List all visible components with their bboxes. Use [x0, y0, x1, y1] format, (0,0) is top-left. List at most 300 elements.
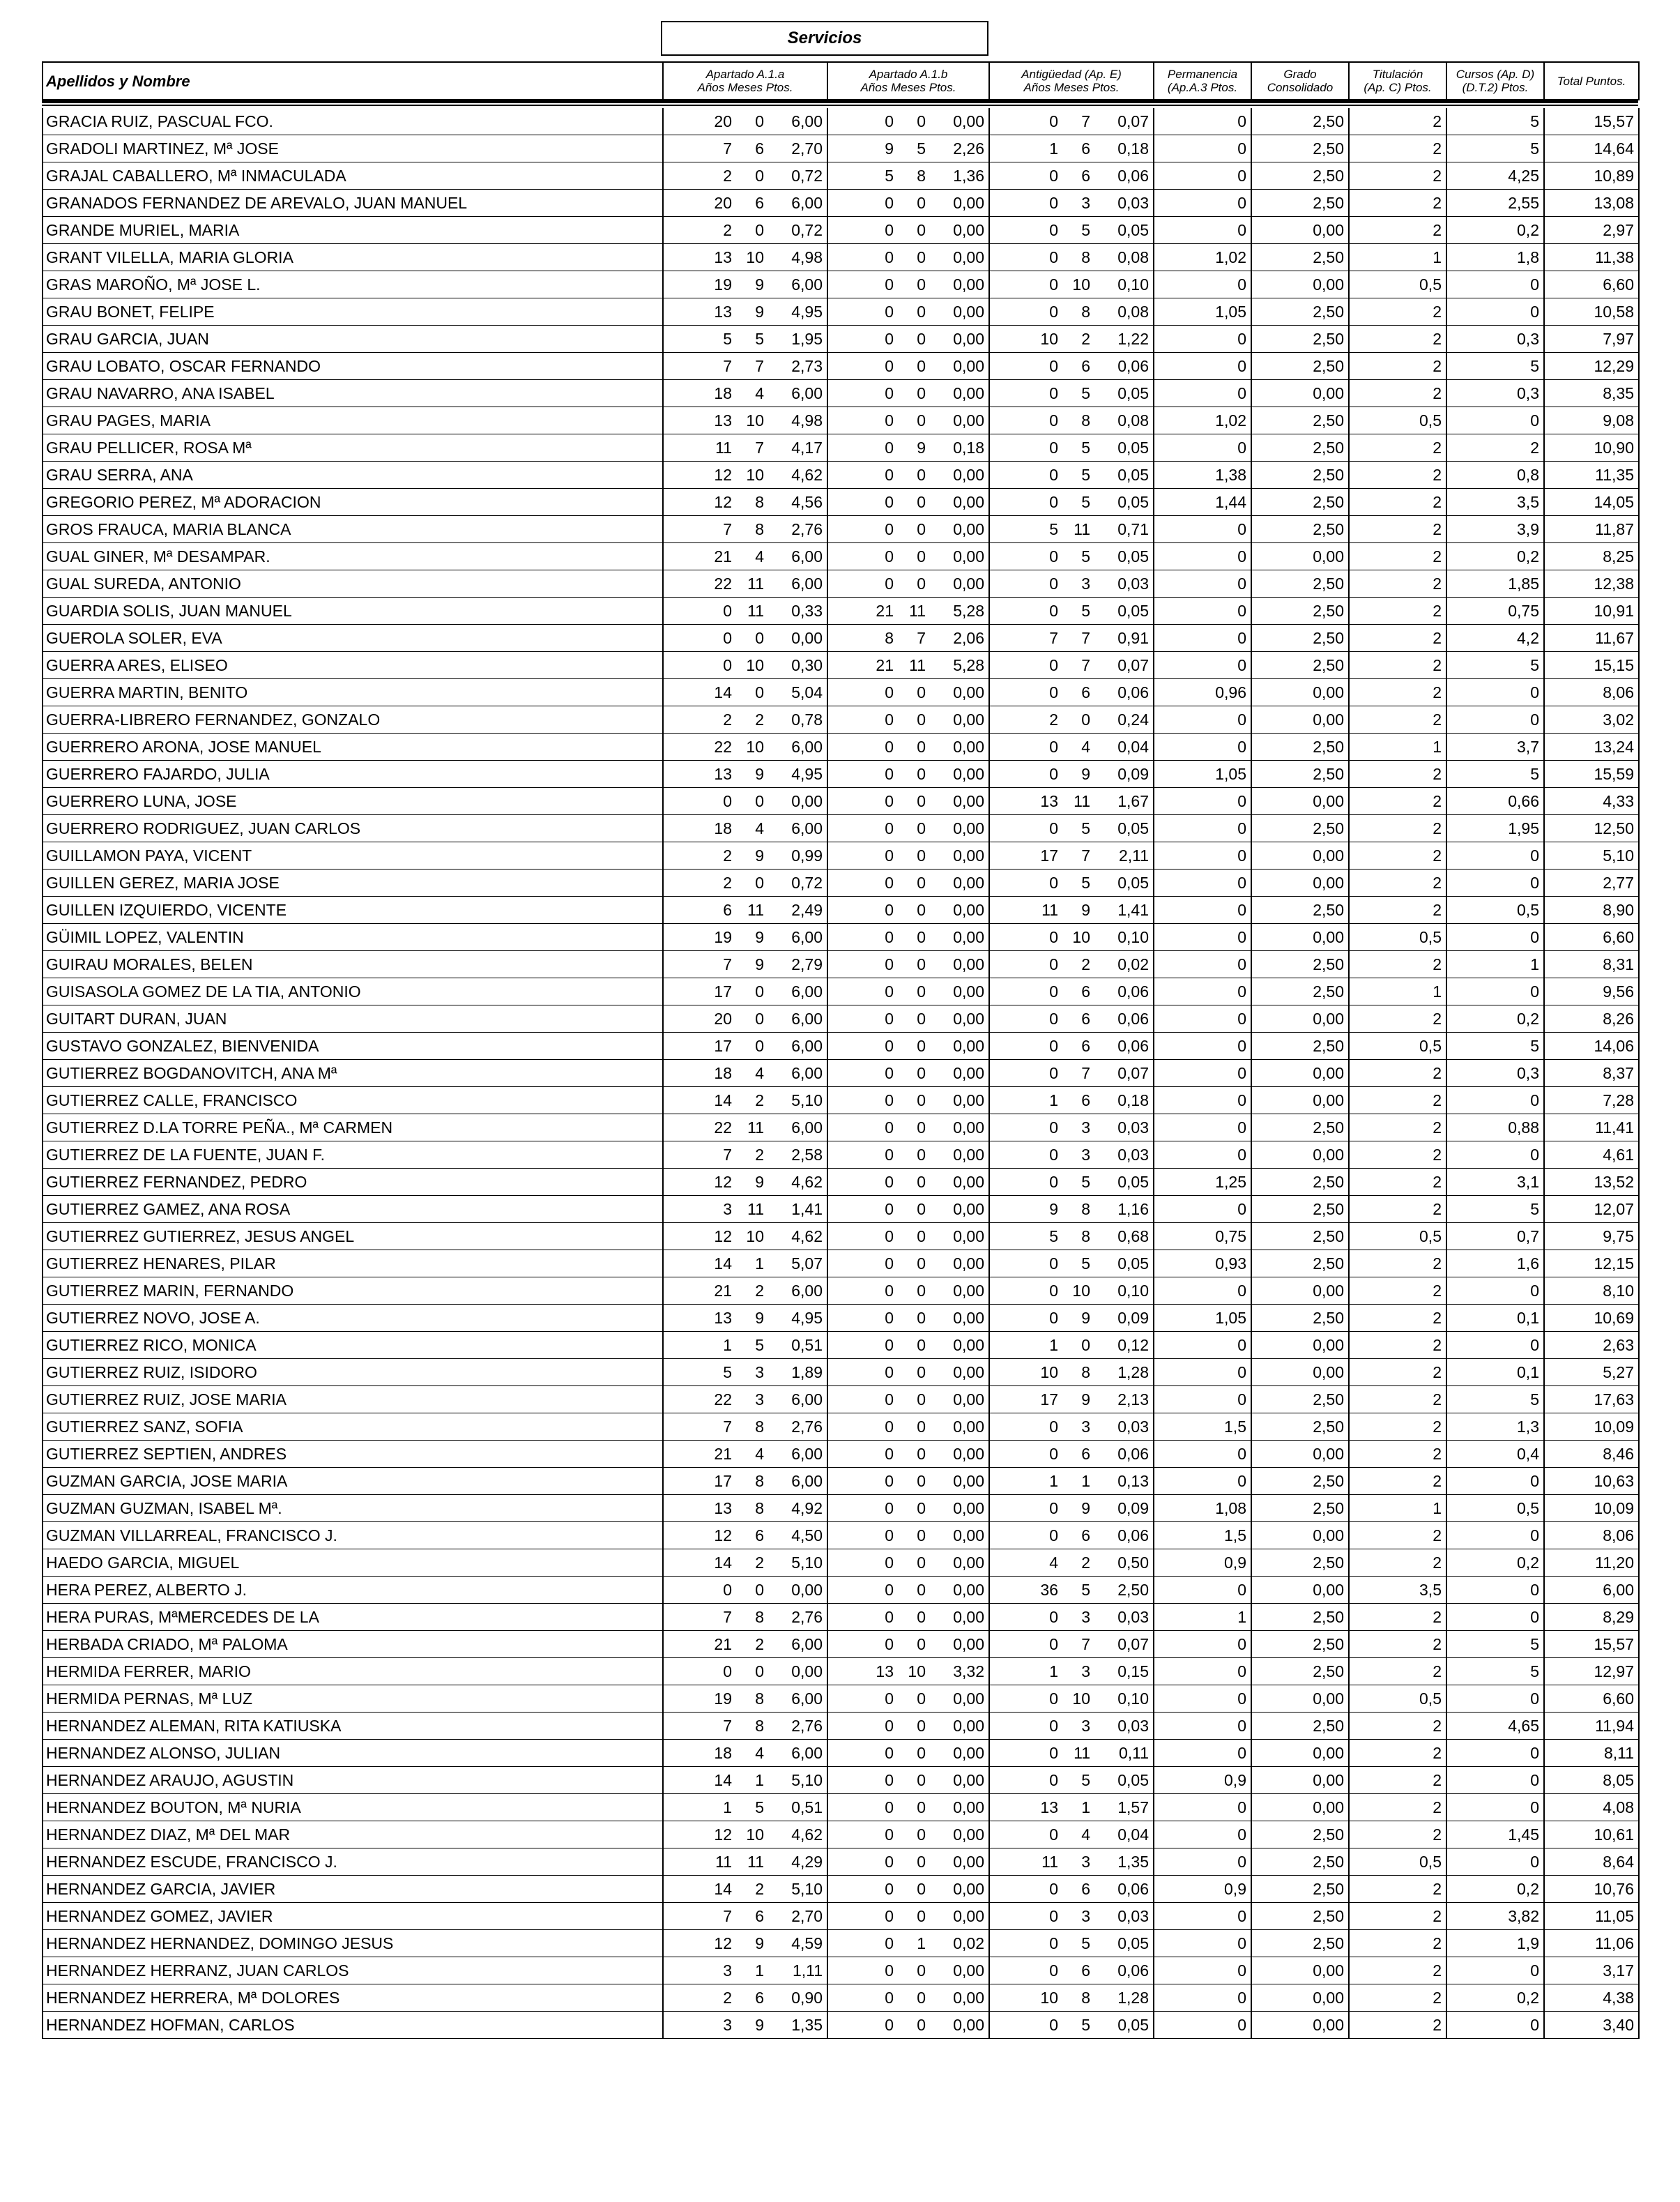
- years-value: 3: [723, 2015, 732, 2034]
- cell-antiguedad: [989, 1087, 1154, 1114]
- years-value: 0: [885, 1227, 894, 1245]
- years-value: 0: [885, 1580, 894, 1599]
- table-row: [43, 1169, 1639, 1196]
- cell-a1a-values: [664, 1961, 827, 1980]
- years-value: 20: [714, 1009, 732, 1028]
- table-row: [43, 434, 1639, 462]
- cell-total: 10,69: [1544, 1305, 1639, 1332]
- months-value: 7: [755, 356, 764, 375]
- months-value: 0: [917, 1444, 926, 1463]
- table-row: [43, 1631, 1639, 1658]
- cell-titulacion: 2: [1349, 434, 1446, 462]
- months-value: 0: [917, 1526, 926, 1544]
- months-value: 3: [1081, 1906, 1090, 1925]
- cell-name: GRACIA RUIZ, PASCUAL FCO.: [43, 108, 663, 135]
- points-value: 5,04: [791, 683, 823, 701]
- cell-a1b: [827, 298, 989, 326]
- years-value: 0: [885, 710, 894, 729]
- cell-name: GRAU PELLICER, ROSA Mª: [43, 434, 663, 462]
- cell-name: GUILLEN IZQUIERDO, VICENTE: [43, 897, 663, 924]
- cell-titulacion: 2: [1349, 1060, 1446, 1087]
- points-value: 0,00: [953, 356, 984, 375]
- cell-a1a: [663, 951, 827, 978]
- months-value: 0: [755, 1036, 764, 1055]
- header-a1a: Apartado A.1.a Años Meses Ptos.: [663, 62, 827, 100]
- cell-a1a: [663, 652, 827, 679]
- cell-grado: 2,50: [1251, 897, 1349, 924]
- header-rule-thin: [42, 105, 1638, 106]
- table-row: [43, 298, 1639, 326]
- cell-cursos: 1,95: [1446, 815, 1544, 842]
- cell-cursos: 0: [1446, 1277, 1544, 1305]
- cell-cursos: 0: [1446, 679, 1544, 706]
- cell-antiguedad-values: [990, 792, 1153, 811]
- months-value: 7: [1081, 112, 1090, 130]
- months-value: 6: [755, 193, 764, 212]
- points-value: 0,00: [953, 411, 984, 430]
- points-value: 0,10: [1117, 275, 1149, 294]
- cell-a1a-values: [664, 1363, 827, 1382]
- cell-cursos: 0,75: [1446, 598, 1544, 625]
- months-value: 11: [1074, 1743, 1090, 1762]
- points-value: 0,05: [1117, 873, 1149, 892]
- months-value: 9: [1081, 1498, 1090, 1517]
- months-value: 6: [755, 1906, 764, 1925]
- points-value: 0,00: [953, 492, 984, 511]
- cell-antiguedad-values: [990, 303, 1153, 321]
- years-value: 0: [885, 492, 894, 511]
- cell-a1a: [663, 2012, 827, 2039]
- cell-antiguedad-values: [990, 602, 1153, 621]
- cell-a1a: [663, 1984, 827, 2012]
- cell-permanencia: 0: [1154, 1903, 1251, 1930]
- months-value: 0: [917, 574, 926, 593]
- cell-antiguedad: [989, 1441, 1154, 1468]
- cell-antiguedad: [989, 652, 1154, 679]
- cell-cursos: 1,9: [1446, 1930, 1544, 1957]
- months-value: 9: [755, 846, 764, 865]
- years-value: 3: [723, 1961, 732, 1980]
- points-value: 4,62: [791, 1227, 823, 1245]
- cell-titulacion: 2: [1349, 1332, 1446, 1359]
- cell-antiguedad-values: [990, 1254, 1153, 1273]
- cell-antiguedad-values: [990, 1989, 1153, 2007]
- years-value: 0: [885, 2015, 894, 2034]
- table-row: [43, 1549, 1639, 1577]
- years-value: 0: [1049, 1444, 1058, 1463]
- cell-antiguedad-values: [990, 248, 1153, 267]
- months-value: 3: [1081, 1662, 1090, 1680]
- cell-antiguedad-values: [990, 439, 1153, 457]
- years-value: 0: [1049, 411, 1058, 430]
- cell-name: GUERRERO FAJARDO, JULIA: [43, 761, 663, 788]
- years-value: 0: [1049, 193, 1058, 212]
- cell-cursos: 0: [1446, 1522, 1544, 1549]
- points-value: 0,00: [953, 1743, 984, 1762]
- table-row: [43, 652, 1639, 679]
- cell-titulacion: 2: [1349, 652, 1446, 679]
- cell-antiguedad-values: [990, 575, 1153, 593]
- cell-titulacion: 2: [1349, 1413, 1446, 1441]
- cell-titulacion: 2: [1349, 842, 1446, 870]
- cell-antiguedad-values: [990, 1309, 1153, 1328]
- years-value: 0: [1049, 465, 1058, 484]
- cell-titulacion: 2: [1349, 1359, 1446, 1386]
- cell-grado: 2,50: [1251, 1033, 1349, 1060]
- cell-a1b-values: [828, 112, 988, 131]
- cell-permanencia: 0: [1154, 625, 1251, 652]
- months-value: 0: [917, 1471, 926, 1490]
- points-value: 1,41: [791, 1199, 823, 1218]
- servicios-group-header: Servicios: [661, 21, 988, 56]
- points-value: 0,11: [1118, 1743, 1149, 1762]
- cell-cursos: 0,2: [1446, 1876, 1544, 1903]
- cell-permanencia: 0: [1154, 217, 1251, 244]
- cell-name: GUZMAN GUZMAN, ISABEL Mª.: [43, 1495, 663, 1522]
- cell-a1a-values: [664, 629, 827, 648]
- years-value: 1: [1049, 1471, 1058, 1490]
- months-value: 8: [755, 1417, 764, 1436]
- months-value: 9: [755, 302, 764, 321]
- years-value: 0: [885, 411, 894, 430]
- cell-a1b: [827, 1848, 989, 1876]
- table-row: [43, 271, 1639, 298]
- cell-cursos: 2,55: [1446, 190, 1544, 217]
- cell-a1a: [663, 1685, 827, 1713]
- years-value: 0: [1049, 166, 1058, 185]
- points-value: 0,00: [953, 1118, 984, 1137]
- cell-a1b: [827, 489, 989, 516]
- months-value: 0: [917, 1199, 926, 1218]
- years-value: 0: [885, 1009, 894, 1028]
- cell-a1b: [827, 244, 989, 271]
- years-value: 17: [714, 982, 732, 1001]
- points-value: 6,00: [791, 1444, 823, 1463]
- months-value: 1: [1081, 1798, 1090, 1816]
- months-value: 0: [917, 1063, 926, 1082]
- table-row: [43, 1441, 1639, 1468]
- years-value: 18: [714, 819, 732, 837]
- cell-titulacion: 2: [1349, 1604, 1446, 1631]
- years-value: 0: [723, 655, 732, 674]
- months-value: 6: [1081, 1009, 1090, 1028]
- points-value: 0,00: [953, 791, 984, 810]
- cell-a1b: [827, 1495, 989, 1522]
- cell-cursos: 0: [1446, 2012, 1544, 2039]
- months-value: 5: [1081, 547, 1090, 565]
- cell-antiguedad: [989, 897, 1154, 924]
- months-value: 8: [755, 519, 764, 538]
- cell-a1b: [827, 1169, 989, 1196]
- cell-name: GUERRA MARTIN, BENITO: [43, 679, 663, 706]
- cell-a1b: [827, 326, 989, 353]
- cell-a1a-values: [664, 139, 827, 158]
- cell-permanencia: 0,9: [1154, 1767, 1251, 1794]
- cell-name: GRANADOS FERNANDEZ DE AREVALO, JUAN MANUEL: [43, 190, 663, 217]
- years-value: 11: [715, 438, 732, 457]
- points-value: 0,18: [1117, 1091, 1149, 1109]
- cell-cursos: 0,7: [1446, 1223, 1544, 1250]
- months-value: 6: [1081, 1091, 1090, 1109]
- table-row: [43, 570, 1639, 598]
- cell-antiguedad: [989, 489, 1154, 516]
- cell-a1a: [663, 598, 827, 625]
- cell-name: GUAL GINER, Mª DESAMPAR.: [43, 543, 663, 570]
- table-row: [43, 679, 1639, 706]
- cell-a1a: [663, 897, 827, 924]
- cell-antiguedad: [989, 1033, 1154, 1060]
- cell-a1b-values: [828, 901, 988, 920]
- points-value: 5,10: [791, 1553, 823, 1572]
- years-value: 7: [723, 1607, 732, 1626]
- points-value: 2,70: [791, 139, 823, 158]
- months-value: 10: [746, 737, 764, 756]
- cell-cursos: 5: [1446, 1631, 1544, 1658]
- cell-name: HERNANDEZ HERRANZ, JUAN CARLOS: [43, 1957, 663, 1984]
- cell-titulacion: 2: [1349, 1141, 1446, 1169]
- points-value: 0,07: [1117, 112, 1149, 130]
- cell-total: 3,17: [1544, 1957, 1639, 1984]
- years-value: 19: [714, 275, 732, 294]
- cell-grado: 0,00: [1251, 1794, 1349, 1821]
- cell-antiguedad-values: [990, 1934, 1153, 1953]
- table-row: [43, 870, 1639, 897]
- points-value: 4,62: [791, 1172, 823, 1191]
- years-value: 0: [885, 1471, 894, 1490]
- months-value: 0: [755, 791, 764, 810]
- years-value: 0: [1049, 1607, 1058, 1626]
- months-value: 0: [917, 1390, 926, 1408]
- cell-antiguedad-values: [990, 1662, 1153, 1681]
- cell-total: 10,91: [1544, 598, 1639, 625]
- years-value: 22: [714, 1118, 732, 1137]
- points-value: 0,05: [1117, 1934, 1149, 1952]
- cell-antiguedad-values: [990, 1363, 1153, 1382]
- cell-antiguedad: [989, 462, 1154, 489]
- points-value: 0,03: [1117, 1716, 1149, 1735]
- cell-permanencia: 0: [1154, 1114, 1251, 1141]
- years-value: 0: [885, 873, 894, 892]
- cell-antiguedad: [989, 326, 1154, 353]
- months-value: 7: [1081, 1634, 1090, 1653]
- months-value: 0: [917, 519, 926, 538]
- table-row: [43, 543, 1639, 570]
- cell-name: HERNANDEZ HERRERA, Mª DOLORES: [43, 1984, 663, 2012]
- points-value: 6,00: [791, 1118, 823, 1137]
- cell-antiguedad: [989, 407, 1154, 434]
- points-value: 0,00: [953, 1063, 984, 1082]
- cell-permanencia: 0: [1154, 1848, 1251, 1876]
- months-value: 0: [917, 1825, 926, 1844]
- cell-name: GUTIERREZ GAMEZ, ANA ROSA: [43, 1196, 663, 1223]
- points-value: 0,00: [953, 112, 984, 130]
- months-value: 0: [917, 329, 926, 348]
- points-value: 0,05: [1117, 819, 1149, 837]
- cell-antiguedad-values: [990, 275, 1153, 294]
- cell-a1a-values: [664, 1118, 827, 1137]
- years-value: 11: [1041, 900, 1058, 919]
- years-value: 0: [1049, 1825, 1058, 1844]
- cell-a1a-values: [664, 1608, 827, 1627]
- months-value: 6: [1081, 1444, 1090, 1463]
- cell-antiguedad-values: [990, 1418, 1153, 1436]
- cell-grado: 2,50: [1251, 108, 1349, 135]
- cell-a1a: [663, 1441, 827, 1468]
- months-value: 9: [1081, 764, 1090, 783]
- table-row: [43, 326, 1639, 353]
- cell-grado: 2,50: [1251, 625, 1349, 652]
- cell-name: HERNANDEZ HOFMAN, CARLOS: [43, 2012, 663, 2039]
- years-value: 11: [715, 1852, 732, 1871]
- table-row: [43, 788, 1639, 815]
- cell-titulacion: 2: [1349, 598, 1446, 625]
- points-value: 0,00: [953, 1172, 984, 1191]
- cell-total: 3,02: [1544, 706, 1639, 734]
- table-row: [43, 1522, 1639, 1549]
- cell-permanencia: 0: [1154, 1087, 1251, 1114]
- years-value: 0: [885, 1199, 894, 1218]
- cell-titulacion: 2: [1349, 380, 1446, 407]
- table-row: [43, 1577, 1639, 1604]
- years-value: 14: [714, 1254, 732, 1273]
- cell-antiguedad: [989, 380, 1154, 407]
- points-value: 4,59: [791, 1934, 823, 1952]
- years-value: 8: [885, 628, 894, 647]
- points-value: 0,00: [953, 1770, 984, 1789]
- cell-titulacion: 1: [1349, 734, 1446, 761]
- years-value: 0: [885, 1498, 894, 1517]
- months-value: 9: [1081, 1308, 1090, 1327]
- cell-cursos: 0,2: [1446, 543, 1544, 570]
- months-value: 5: [755, 329, 764, 348]
- points-value: 1,22: [1117, 329, 1149, 348]
- cell-name: GRAU LOBATO, OSCAR FERNANDO: [43, 353, 663, 380]
- months-value: 8: [917, 166, 926, 185]
- months-value: 0: [917, 1172, 926, 1191]
- months-value: 3: [1081, 1145, 1090, 1164]
- cell-a1b: [827, 1250, 989, 1277]
- table-row: [43, 706, 1639, 734]
- header-grado: Grado Consolidado: [1251, 62, 1349, 100]
- points-value: 0,06: [1117, 683, 1149, 701]
- cell-grado: 2,50: [1251, 1930, 1349, 1957]
- points-value: 0,06: [1117, 1009, 1149, 1028]
- points-value: 2,76: [791, 1716, 823, 1735]
- months-value: 0: [917, 1770, 926, 1789]
- months-value: 0: [917, 846, 926, 865]
- cell-permanencia: 0: [1154, 870, 1251, 897]
- months-value: 0: [917, 1879, 926, 1898]
- cell-antiguedad-values: [990, 384, 1153, 403]
- cell-cursos: 0: [1446, 1794, 1544, 1821]
- cell-antiguedad-values: [990, 330, 1153, 349]
- cell-a1a: [663, 1930, 827, 1957]
- cell-grado: 2,50: [1251, 1386, 1349, 1413]
- points-value: 0,05: [1117, 2015, 1149, 2034]
- months-value: 5: [755, 1335, 764, 1354]
- table-row: [43, 1713, 1639, 1740]
- cell-name: GROS FRAUCA, MARIA BLANCA: [43, 516, 663, 543]
- points-value: 0,00: [953, 710, 984, 729]
- years-value: 5: [723, 329, 732, 348]
- points-value: 6,00: [791, 1036, 823, 1055]
- points-value: 0,10: [1117, 1281, 1149, 1300]
- cell-grado: 2,50: [1251, 1631, 1349, 1658]
- cell-a1b: [827, 1386, 989, 1413]
- months-value: 0: [917, 1335, 926, 1354]
- years-value: 0: [885, 1634, 894, 1653]
- cell-grado: 0,00: [1251, 1441, 1349, 1468]
- cell-name: GRANT VILELLA, MARIA GLORIA: [43, 244, 663, 271]
- months-value: 4: [1081, 1825, 1090, 1844]
- years-value: 0: [885, 1036, 894, 1055]
- cell-a1b: [827, 1114, 989, 1141]
- cell-a1a: [663, 1169, 827, 1196]
- points-value: 1,16: [1117, 1199, 1149, 1218]
- cell-permanencia: 0: [1154, 598, 1251, 625]
- months-value: 9: [755, 927, 764, 946]
- cell-cursos: 5: [1446, 652, 1544, 679]
- cell-cursos: 0: [1446, 1577, 1544, 1604]
- months-value: 0: [917, 737, 926, 756]
- months-value: 6: [1081, 683, 1090, 701]
- years-value: 0: [885, 112, 894, 130]
- cell-grado: 0,00: [1251, 1685, 1349, 1713]
- cell-a1a: [663, 1386, 827, 1413]
- cell-cursos: 5: [1446, 353, 1544, 380]
- cell-permanencia: 0,93: [1154, 1250, 1251, 1277]
- cell-a1b: [827, 1060, 989, 1087]
- cell-grado: 0,00: [1251, 1984, 1349, 2012]
- years-value: 0: [885, 900, 894, 919]
- cell-a1a: [663, 978, 827, 1005]
- table-row: [43, 1685, 1639, 1713]
- header-cursos: Cursos (Ap. D) (D.T.2) Ptos.: [1446, 62, 1544, 100]
- cell-a1a-values: [664, 1798, 827, 1817]
- cell-a1b: [827, 380, 989, 407]
- years-value: 22: [714, 737, 732, 756]
- cell-name: HERNANDEZ GARCIA, JAVIER: [43, 1876, 663, 1903]
- cell-antiguedad-values: [990, 194, 1153, 213]
- cell-titulacion: 2: [1349, 1930, 1446, 1957]
- cell-total: 11,94: [1544, 1713, 1639, 1740]
- cell-antiguedad: [989, 1713, 1154, 1740]
- cell-permanencia: 0: [1154, 788, 1251, 815]
- months-value: 0: [917, 1091, 926, 1109]
- cell-a1a-values: [664, 330, 827, 349]
- cell-a1b-values: [828, 602, 988, 621]
- cell-permanencia: 1,44: [1154, 489, 1251, 516]
- months-value: 0: [755, 1009, 764, 1028]
- points-value: 0,00: [791, 1580, 823, 1599]
- cell-a1a-values: [664, 819, 827, 838]
- cell-grado: 0,00: [1251, 543, 1349, 570]
- cell-a1a-values: [664, 1254, 827, 1273]
- cell-a1a-values: [664, 982, 827, 1001]
- cell-permanencia: 0: [1154, 1957, 1251, 1984]
- cell-name: GUTIERREZ CALLE, FRANCISCO: [43, 1087, 663, 1114]
- cell-a1b-values: [828, 1690, 988, 1708]
- cell-a1a: [663, 706, 827, 734]
- points-value: 0,05: [1117, 465, 1149, 484]
- cell-a1a: [663, 1277, 827, 1305]
- cell-a1a-values: [664, 1662, 827, 1681]
- points-value: 6,00: [791, 982, 823, 1001]
- cell-antiguedad-values: [990, 711, 1153, 729]
- years-value: 19: [714, 1689, 732, 1708]
- years-value: 0: [885, 1145, 894, 1164]
- months-value: 0: [755, 628, 764, 647]
